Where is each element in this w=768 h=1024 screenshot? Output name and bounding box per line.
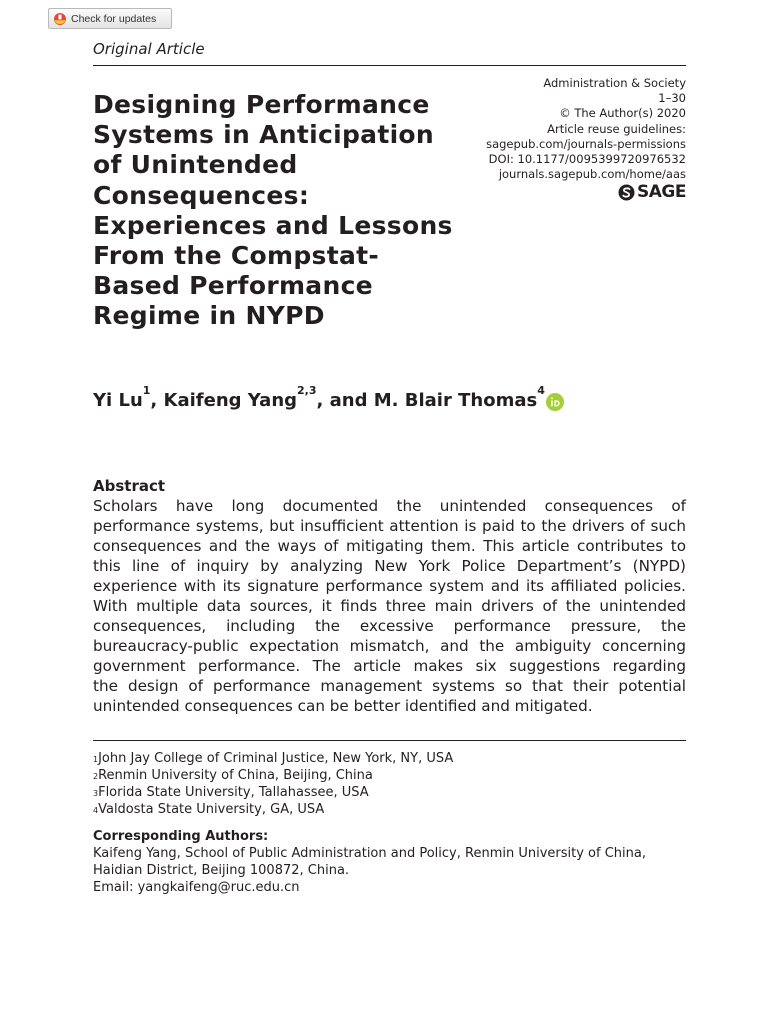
abstract-line: experience with its signature performance system and its affiliated policies. — [93, 577, 686, 595]
journal-name: Administration & Society — [543, 76, 686, 90]
corresponding-line: Kaifeng Yang, School of Public Administration and Policy, Renmin University of China, — [93, 846, 646, 861]
abstract-section — [93, 476, 686, 716]
author-list: Yi Lu $^1$ , Kaifeng Yang $^{2,3}$ , and M. Blair Thomas $^4$ — [93, 390, 564, 411]
affiliation-text: Florida State University, Tallahassee, USA — [98, 785, 369, 800]
copyright: © The Author(s) 2020 — [559, 106, 686, 121]
affiliation-item — [93, 767, 453, 784]
check-for-updates-button[interactable] — [48, 8, 172, 29]
abstract-line: Scholars have long documented the unintended consequences of — [93, 497, 686, 515]
journal-home-link[interactable]: journals.sagepub.com/home/aas — [498, 167, 686, 182]
author-separator: , and — [316, 390, 374, 411]
abstract-line: this line of inquiry by analyzing New York Police Department’s (NYPD) — [93, 557, 686, 575]
reuse-guidelines-label: Article reuse guidelines: — [547, 121, 686, 136]
author-name[interactable]: M. Blair Thomas — [373, 390, 538, 411]
title-line: of Unintended — [93, 150, 298, 180]
affiliation-item — [93, 801, 453, 818]
affiliation-item — [93, 784, 453, 801]
article-type: Original Article — [93, 40, 205, 58]
corresponding-email[interactable]: Email: yangkaifeng@ruc.edu.cn — [93, 880, 300, 895]
abstract-line: performance systems, but insufficient attention is paid to the drivers of such — [93, 517, 686, 535]
author-name[interactable]: Kaifeng Yang — [163, 390, 298, 411]
affiliation-marker: 2 — [93, 772, 99, 781]
title-line: Systems in Anticipation — [93, 120, 435, 150]
abstract-line: consequences and the ways of mitigating them. This article contributes to — [93, 537, 686, 555]
article-title — [93, 90, 473, 332]
title-line: Regime in NYPD — [93, 301, 325, 331]
author-name[interactable]: Yi Lu — [93, 390, 143, 411]
corresponding-authors — [93, 828, 646, 896]
sage-logo-icon — [618, 184, 635, 201]
affiliation-marker: 1 — [93, 755, 99, 764]
affiliation-marker: 4 — [93, 806, 99, 815]
abstract-line: consequences, including the excessive performance pressure, the — [93, 617, 686, 635]
doi-link[interactable]: DOI: 10.1177/0095399720976532 — [488, 152, 686, 167]
abstract-line: bureaucracy-public expectation mismatch, and the ambiguity concerning — [93, 637, 686, 655]
title-line: Experiences and Lessons — [93, 210, 453, 240]
title-line: Designing Performance — [93, 90, 430, 119]
abstract-heading: Abstract — [93, 477, 166, 495]
affiliation-text: Renmin University of China, Beijing, China — [98, 768, 373, 783]
corresponding-line: Haidian District, Beijing 100872, China. — [93, 863, 350, 878]
abstract-line: With multiple data sources, it finds three main drivers of the unintended — [93, 597, 686, 615]
corresponding-heading: Corresponding Authors: — [93, 829, 269, 844]
affiliation-text: Valdosta State University, GA, USA — [98, 802, 325, 817]
footnote-divider — [93, 740, 686, 741]
crossmark-icon — [54, 13, 66, 25]
title-line: From the Compstat- — [93, 241, 380, 271]
title-line: Consequences: — [93, 180, 310, 210]
publisher-name: SAGE — [637, 182, 686, 203]
check-for-updates-label: Check for updates — [71, 12, 157, 25]
abstract-line: unintended consequences can be better identified and mitigated. — [93, 697, 593, 715]
page-range: 1–30 — [658, 91, 686, 106]
journal-meta — [446, 76, 686, 201]
header-divider — [93, 65, 686, 66]
title-line: Based Performance — [93, 271, 373, 301]
affiliation-item — [93, 750, 453, 767]
abstract-line: government performance. The article makes six suggestions regarding — [93, 657, 686, 675]
publisher-logo — [446, 184, 686, 201]
affiliations — [93, 750, 453, 818]
reuse-guidelines-link[interactable]: sagepub.com/journals-permissions — [486, 136, 686, 151]
abstract-line: the design of performance management systems so that their potential — [93, 677, 686, 695]
affiliation-marker: 3 — [93, 789, 99, 798]
orcid-icon[interactable] — [546, 393, 564, 411]
abstract-body — [93, 496, 686, 716]
author-separator: , — [150, 390, 164, 411]
affiliation-text: John Jay College of Criminal Justice, New York, NY, USA — [98, 751, 454, 766]
